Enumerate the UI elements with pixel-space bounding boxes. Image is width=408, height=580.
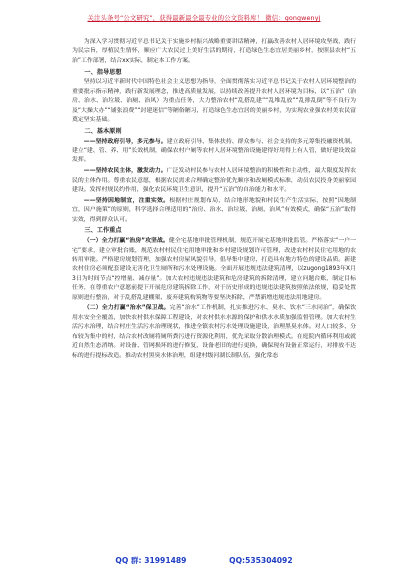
principle-paragraph	[72, 138, 356, 166]
principle-paragraph	[72, 197, 356, 225]
intro-paragraph: 为深入学习贯彻习近平总书记关于实施乡村振兴战略重要讲话精神，打赢改善农村人居环境攻坚战，践行为民宗旨，厚植民生情怀，顺应广大农民过上美好生活的期待，打造绿色生态宜居美丽乡村，按照县农村“五治”工作部署，结合xx实际，制定本工作方案。	[72, 39, 356, 64]
work-item-text: 完善“治水”工作机制，扎实推进污水、臭水、饮水“三水同治”，确保饮用水安全全覆盖，加快农村供水保障工程建设，对农村供水水源的保护和供水水质加强监督管理。加大农村生活污水治理，结合村庄生活污水治理现状，推进全镇农村污水处理设施建设，治理黑臭水体。对人口较多、分布较为集中的村，结合农村改厕将厕所粪污进行资源化利用，优先采取分散治理模式。在庭院内循环利用或就近自然生态消纳。对设备、管网损坏的进行修复，设备老旧的进行更换，确保现有设备正常运行，对排放不达标的进行提标改造。推动农村黑臭水体治理，组建村级河湖长制队伍，强化常态	[72, 305, 356, 359]
principle-text: 根据村庄规划布局，结合地形地貌和村民生产生活实际，按照“因地制宜，因户施策”的原则，科学选择合理适用的“治房、治水、治垃圾、治厕、治风”有效模式，确保“五治”取得实效，得到群众认可。	[72, 197, 356, 223]
work-item-paragraph	[72, 304, 356, 360]
document-body	[72, 38, 356, 362]
principle-paragraph	[72, 167, 356, 195]
principle-text: 建立政府引导、集体扶持、群众参与、社会支持的多元筹集投融资机制。建立“建、管、养、用”长效机制，确保农村户厕等农村人居环境整治设施建得好用得上有人管，做好建设效益发挥。	[72, 138, 357, 164]
section-heading-basic-principles: 二、基本原则	[84, 127, 122, 135]
work-item-paragraph	[72, 237, 356, 303]
work-item-lead: （二）全力打赢“治水”保卫战。	[83, 305, 170, 312]
guiding-ideology-paragraph: 坚持以习近平新时代中国特色社会主义思想为指导，全面贯彻落实习近平总书记关于农村人居环境整治的重要批示指示精神，践行新发展理念，推进高质量发展，以持续改善提升农村人居环境为目标，以“五治”（治房、治水、治垃圾、治厕、治风）为重点任务，大力整治农村“乱搭乱建”“乱堆乱放”“乱排乱倒”等不良行为及“大操大办”“铺张浪费”“封建迷信”等陋俗陋习，打造绿色生态宜居的美丽乡村，为实现农业强农村美农民富奠定坚实基础。	[72, 79, 356, 124]
work-item-lead: （一）全力打赢“治房”攻坚战。	[83, 238, 169, 245]
work-item-text: 健全宅基地审批管理机制，规范开展宅基地审批监管。严格落实“一户一宅”要求，建立审批台账，规范农村村民住宅用地审批和乡村建设规划许可管理，改进农村村民住宅用地的农转用审批。严格建房规划管理，加强农村房屋风貌引导，倡导集中建房，打造具有地方特色的建设品质。新建农村住房必须配套建设无害化卫生厕所和污水处理设施。全面开展违规违法建筑清理，以zugong1893年X月3日为时间节点“控增量、减存量”。加大农村违规违法建筑和危房建筑的拆除清理，建立问题台账，制定目标任务，在尊重农户意愿前提下开展危房建筑拆除工作，对于历史形成的违规违法建筑按照依法依规，稳妥处置原则进行整治，对于乱搭乱建棚架、废弃建筑构筑物等要坚决拆除，严禁新增违规违法用地建房。	[72, 238, 356, 301]
principle-lead: ——坚持政府引导，多元参与。	[83, 138, 167, 145]
page-footer-contact	[0, 555, 408, 566]
principle-text: 广泛发动村民参与农村人居环境整治的积极性和主动性，最大限度发挥农民的主体作用。尊重农民意愿，根据农民需求合理确定整治优先顺序和改厕模式标准，动员农民投身美丽家园建设。发挥村规民约作用，强化农民环境卫生意识，提升“五治”的自治能力和水平。	[72, 168, 357, 194]
principle-lead: ——坚持因地制宜，注重实效。	[83, 197, 170, 204]
principle-lead: ——坚持农民主体，激发动力。	[83, 168, 167, 175]
qq-number: QQ:535304092	[229, 556, 293, 565]
qq-group-number: QQ 群: 31991489	[115, 556, 187, 565]
section-heading-work-focus: 三、工作重点	[84, 227, 122, 235]
section-heading-guiding-ideology: 一、指导思想	[84, 68, 122, 76]
page-header-promo: 关注头条号“公文研究”，获得最新最全最专业的公文资料库！ 微信：gongwenyj	[87, 14, 321, 22]
